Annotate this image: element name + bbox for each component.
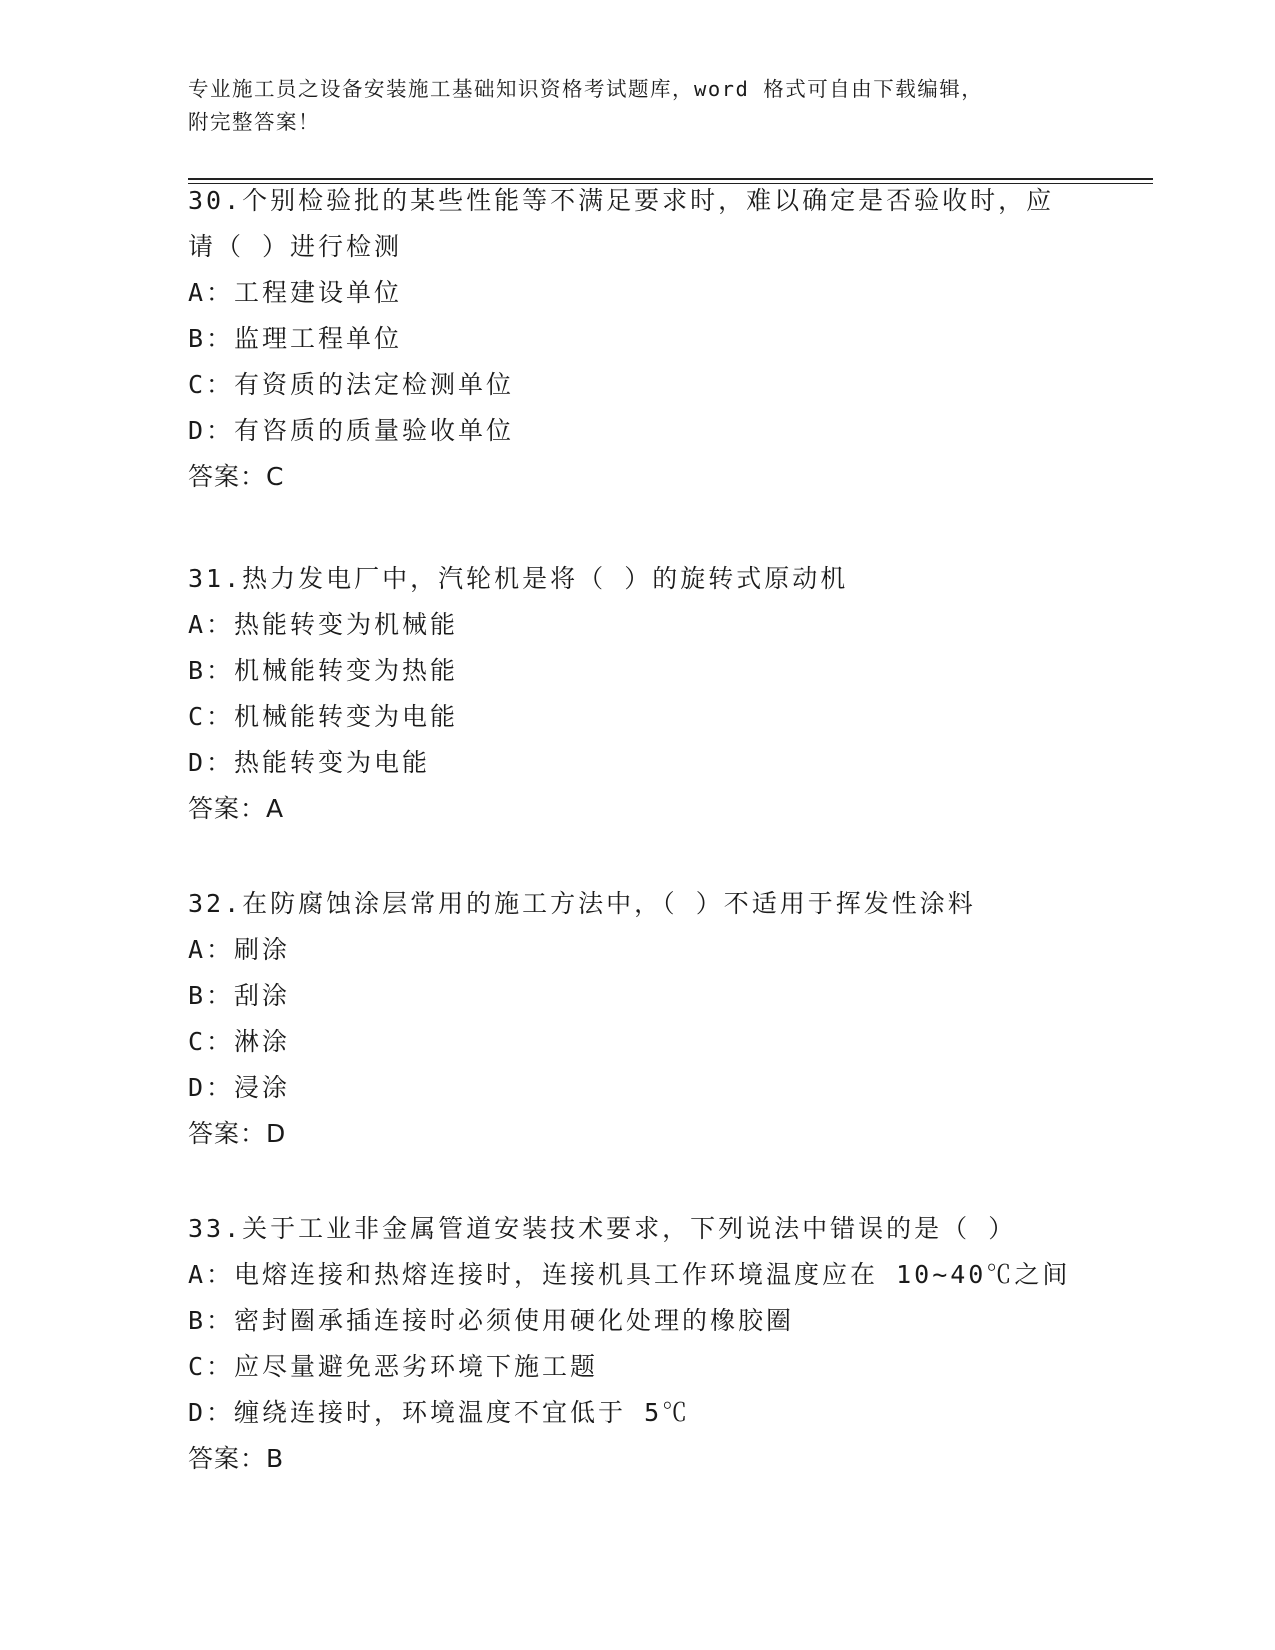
option-d: D：热能转变为电能 (188, 748, 431, 777)
option-a: A：电熔连接和热熔连接时，连接机具工作环境温度应在 10~40℃之间 (188, 1260, 1071, 1289)
answer-label: 答案：B (188, 1444, 285, 1473)
option-c: C：有资质的法定检测单位 (188, 370, 515, 399)
header-line-1: 专业施工员之设备安装施工基础知识资格考试题库，word 格式可自由下载编辑， (188, 77, 984, 101)
question-stem-continued: 请（ ）进行检测 (188, 232, 403, 261)
header-line-2: 附完整答案！ (188, 110, 320, 134)
question-31 (188, 556, 1153, 832)
option-a: A：刷涂 (188, 935, 291, 964)
option-c: C：应尽量避免恶劣环境下施工题 (188, 1352, 599, 1381)
question-stem: 31.热力发电厂中，汽轮机是将（ ）的旋转式原动机 (188, 564, 849, 593)
question-32 (188, 881, 1153, 1157)
option-b: B：密封圈承插连接时必须使用硬化处理的橡胶圈 (188, 1306, 795, 1335)
option-c: C：淋涂 (188, 1027, 291, 1056)
answer-label: 答案：A (188, 794, 285, 823)
question-stem: 32.在防腐蚀涂层常用的施工方法中，（ ）不适用于挥发性涂料 (188, 889, 976, 918)
option-d: D：浸涂 (188, 1073, 291, 1102)
option-b: B：监理工程单位 (188, 324, 403, 353)
option-c: C：机械能转变为电能 (188, 702, 459, 731)
option-b: B：刮涂 (188, 981, 291, 1010)
question-30 (188, 178, 1153, 500)
answer-label: 答案：C (188, 462, 285, 491)
document-header (188, 73, 1088, 139)
question-33 (188, 1206, 1153, 1482)
option-a: A：热能转变为机械能 (188, 610, 459, 639)
option-b: B：机械能转变为热能 (188, 656, 459, 685)
option-a: A：工程建设单位 (188, 278, 403, 307)
option-d: D：缠绕连接时，环境温度不宜低于 5℃ (188, 1398, 691, 1427)
option-d: D：有咨质的质量验收单位 (188, 416, 515, 445)
question-stem: 33.关于工业非金属管道安装技术要求，下列说法中错误的是（ ） (188, 1214, 1017, 1243)
answer-label: 答案：D (188, 1119, 287, 1148)
question-stem: 30.个别检验批的某些性能等不满足要求时，难以确定是否验收时，应 (188, 186, 1055, 215)
